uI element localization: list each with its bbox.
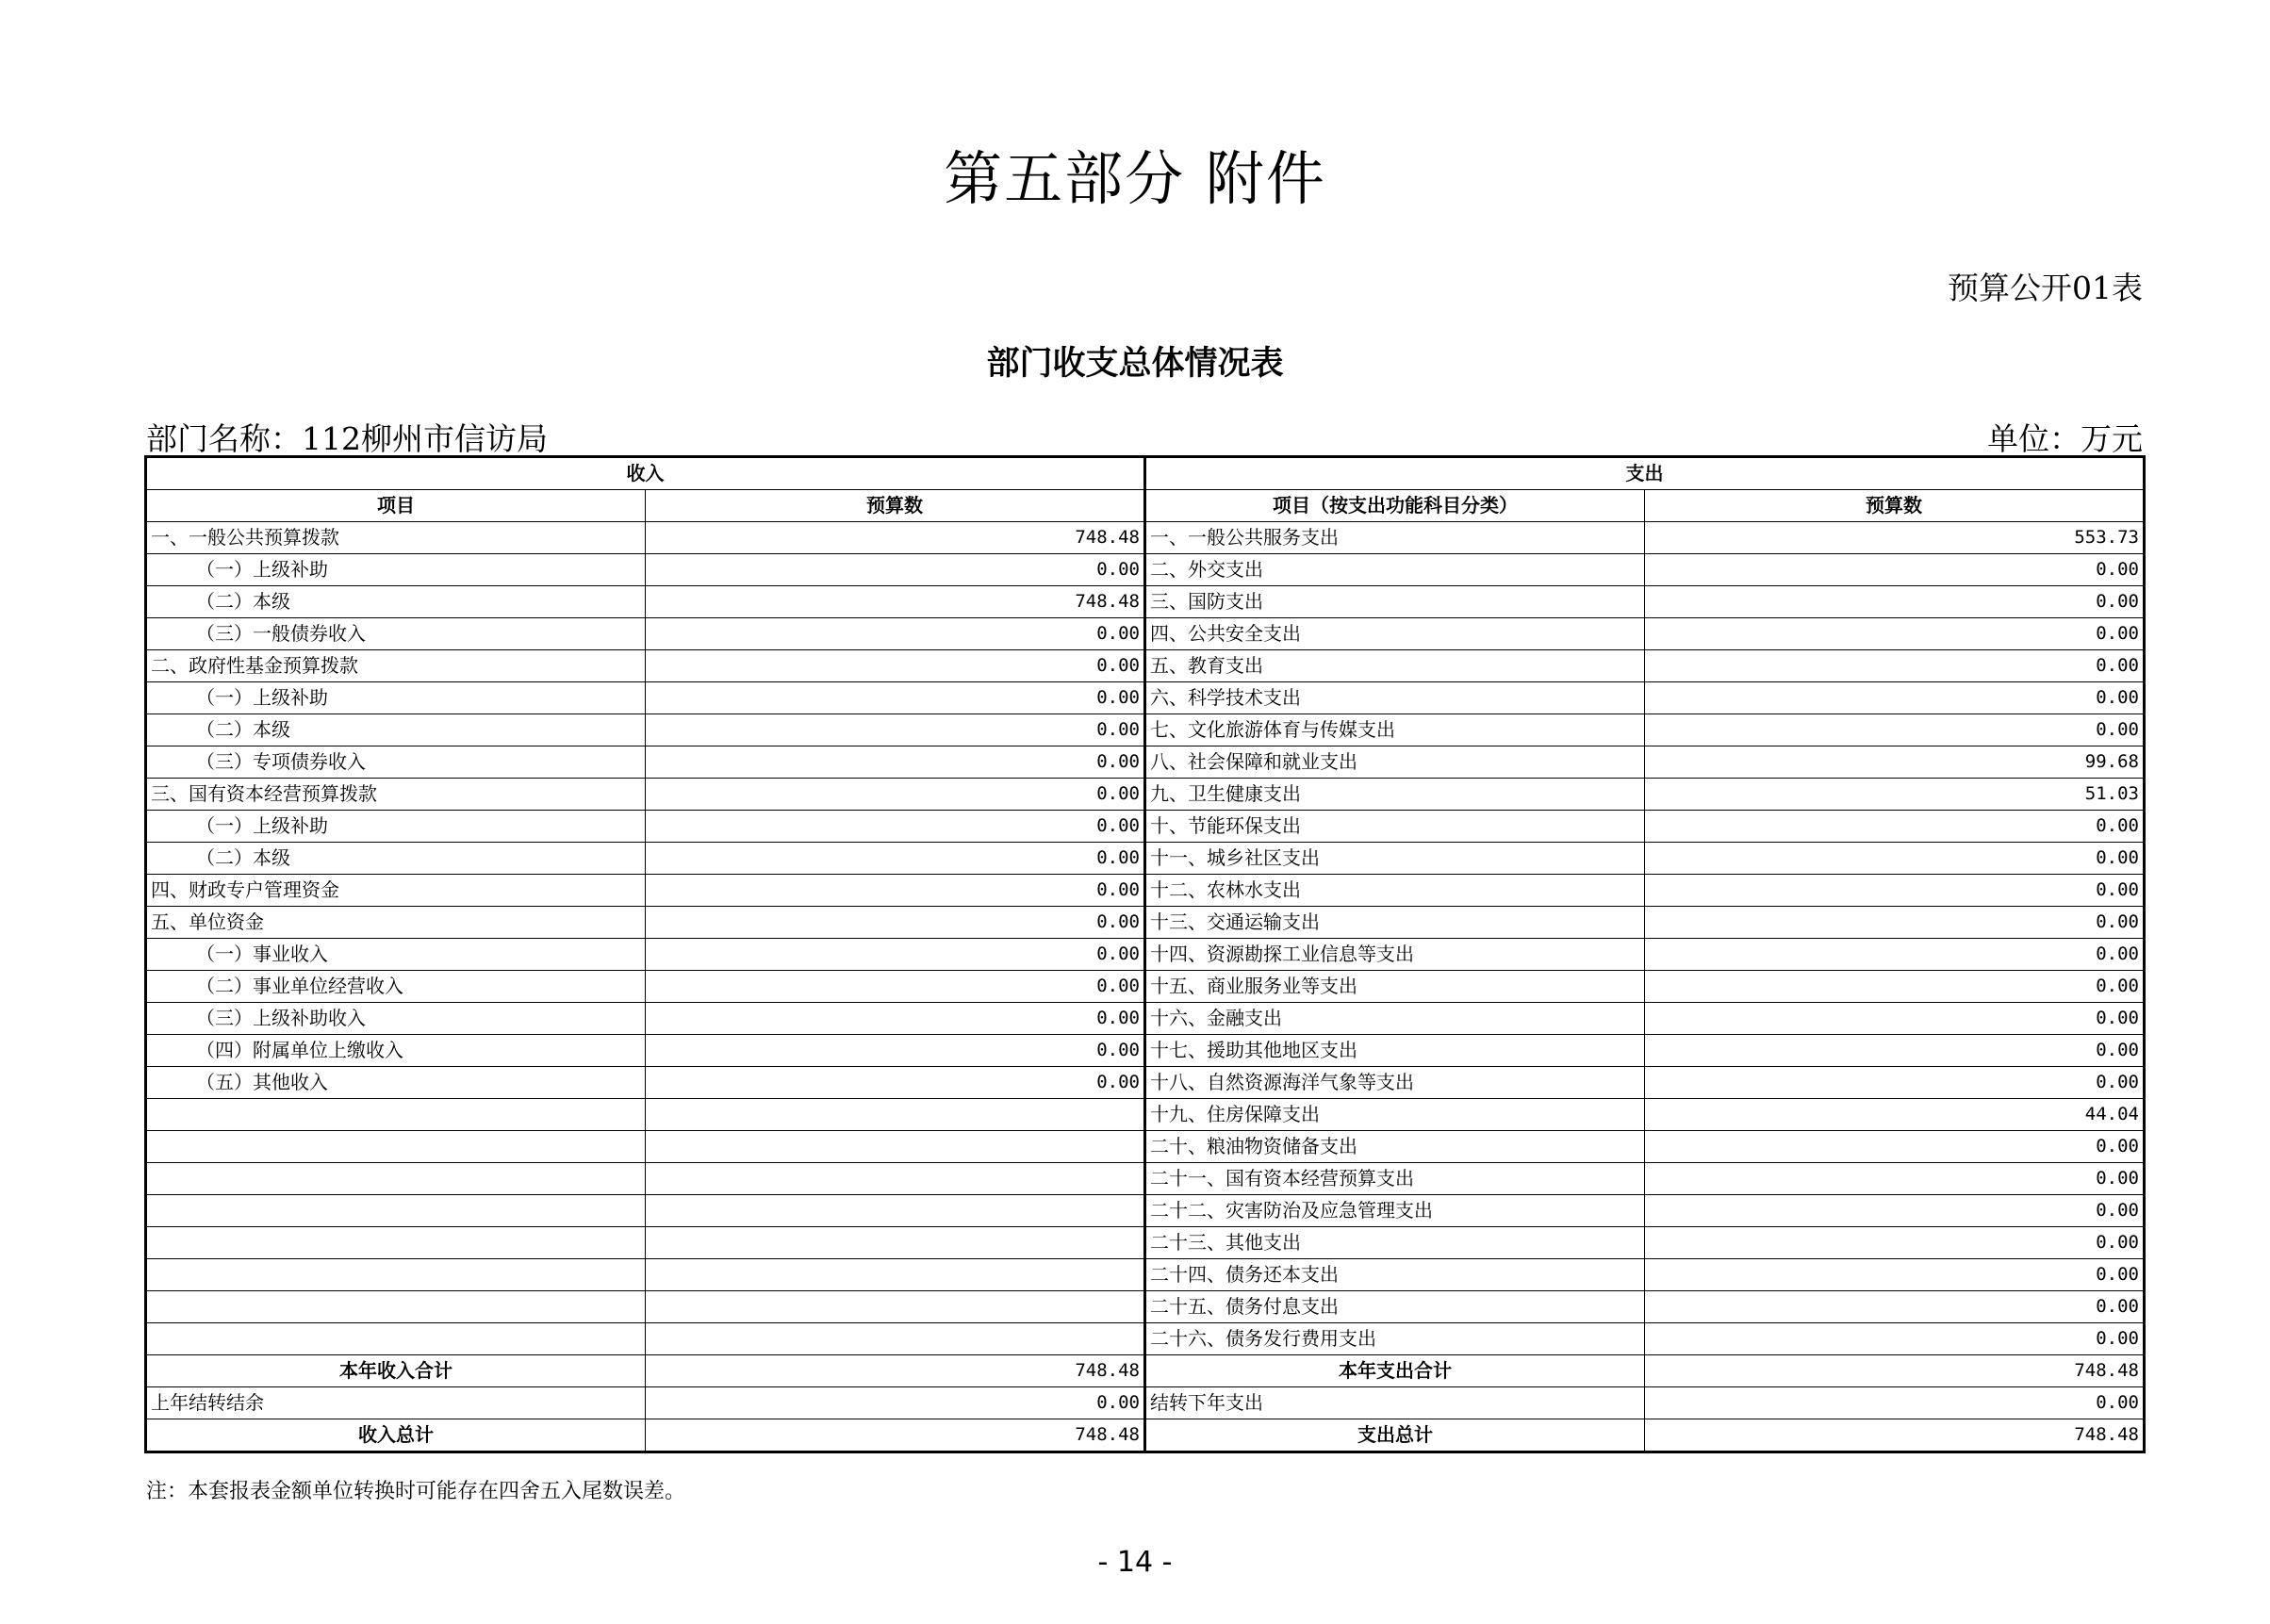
expense-budget-cell: 0.00: [1645, 1067, 2145, 1099]
table-row: [146, 1227, 2145, 1259]
income-budget-cell: 0.00: [646, 1035, 1145, 1067]
income-item-cell: （二）本级: [146, 586, 646, 618]
income-item-cell: [146, 1099, 646, 1131]
expense-budget-cell: 0.00: [1645, 907, 2145, 939]
expense-budget-cell: 0.00: [1645, 650, 2145, 682]
expense-item-cell: 三、国防支出: [1145, 586, 1645, 618]
expense-budget-cell: 553.73: [1645, 522, 2145, 554]
table-row: [146, 1323, 2145, 1355]
table-body: [146, 457, 2145, 1355]
income-item-cell: [146, 1163, 646, 1195]
expense-budget-cell: 0.00: [1645, 1163, 2145, 1195]
income-item-cell: 二、政府性基金预算拨款: [146, 650, 646, 682]
expense-item-cell: 十八、自然资源海洋气象等支出: [1145, 1067, 1645, 1099]
income-item-cell: （一）上级补助: [146, 811, 646, 843]
income-item-cell: 三、国有资本经营预算拨款: [146, 779, 646, 811]
carryforward-label: 结转下年支出: [1145, 1387, 1645, 1419]
income-item-cell: 五、单位资金: [146, 907, 646, 939]
carryover-value: 0.00: [646, 1387, 1145, 1419]
table-row: [146, 1163, 2145, 1195]
expense-item-cell: 六、科学技术支出: [1145, 682, 1645, 714]
income-budget-cell: 0.00: [646, 1067, 1145, 1099]
income-item-cell: [146, 1291, 646, 1323]
table-row: [146, 522, 2145, 554]
expense-budget-cell: 0.00: [1645, 682, 2145, 714]
expense-item-cell: 十四、资源勘探工业信息等支出: [1145, 939, 1645, 971]
year-income-value: 748.48: [646, 1355, 1145, 1387]
expense-budget-cell: 0.00: [1645, 1291, 2145, 1323]
expense-budget-cell: 0.00: [1645, 1035, 2145, 1067]
expense-budget-cell: 44.04: [1645, 1099, 2145, 1131]
expense-budget-cell: 0.00: [1645, 843, 2145, 875]
income-item-cell: [146, 1259, 646, 1291]
income-header: 收入: [146, 457, 1145, 490]
table-row: [146, 843, 2145, 875]
expense-item-cell: 十二、农林水支出: [1145, 875, 1645, 907]
income-budget-cell: [646, 1323, 1145, 1355]
expense-budget-cell: 0.00: [1645, 1259, 2145, 1291]
budget-table: [144, 455, 2146, 1453]
table-row: [146, 1003, 2145, 1035]
year-income-label: 本年收入合计: [146, 1355, 646, 1387]
expense-item-cell: 四、公共安全支出: [1145, 618, 1645, 650]
income-item-cell: （二）本级: [146, 714, 646, 746]
page-number: - 14 -: [1097, 1546, 1173, 1579]
income-budget-cell: [646, 1163, 1145, 1195]
carryover-label: 上年结转结余: [146, 1387, 646, 1419]
income-item-cell: [146, 1195, 646, 1227]
income-budget-cell: 0.00: [646, 971, 1145, 1003]
income-item-cell: （五）其他收入: [146, 1067, 646, 1099]
expense-item-cell: 十六、金融支出: [1145, 1003, 1645, 1035]
department-name: 部门名称：112柳州市信访局: [146, 420, 548, 457]
income-budget-cell: [646, 1099, 1145, 1131]
expense-item-cell: 十九、住房保障支出: [1145, 1099, 1645, 1131]
expense-budget-cell: 0.00: [1645, 971, 2145, 1003]
table-row: [146, 1035, 2145, 1067]
expense-budget-cell: 0.00: [1645, 1003, 2145, 1035]
expense-item-cell: 二十一、国有资本经营预算支出: [1145, 1163, 1645, 1195]
carryover-row: [146, 1387, 2145, 1419]
income-item-cell: （一）上级补助: [146, 554, 646, 586]
table-row: [146, 746, 2145, 779]
table-row: [146, 618, 2145, 650]
footnote: 注：本套报表金额单位转换时可能存在四舍五入尾数误差。: [146, 1480, 686, 1503]
income-item-cell: [146, 1131, 646, 1163]
grand-total-row: [146, 1419, 2145, 1452]
expense-total-value: 748.48: [1645, 1419, 2145, 1452]
income-budget-cell: [646, 1131, 1145, 1163]
expense-budget-cell: 0.00: [1645, 1195, 2145, 1227]
table-row: [146, 586, 2145, 618]
income-total-label: 收入总计: [146, 1419, 646, 1452]
table-code: 预算公开01表: [1948, 270, 2143, 306]
table-row: [146, 682, 2145, 714]
expense-item-cell: 十、节能环保支出: [1145, 811, 1645, 843]
income-budget-cell: [646, 1291, 1145, 1323]
year-total-row: [146, 1355, 2145, 1387]
table-row: [146, 1259, 2145, 1291]
expense-item-cell: 二十三、其他支出: [1145, 1227, 1645, 1259]
table-row: [146, 1195, 2145, 1227]
income-budget-cell: 0.00: [646, 746, 1145, 779]
income-item-cell: [146, 1227, 646, 1259]
income-budget-cell: [646, 1259, 1145, 1291]
table-row: [146, 971, 2145, 1003]
year-expense-label: 本年支出合计: [1145, 1355, 1645, 1387]
income-budget-cell: 0.00: [646, 618, 1145, 650]
header-row-top: [146, 457, 2145, 490]
income-budget-cell: 0.00: [646, 907, 1145, 939]
income-item-cell: （一）上级补助: [146, 682, 646, 714]
expense-header: 支出: [1145, 457, 2145, 490]
expense-budget-cell: 0.00: [1645, 618, 2145, 650]
expense-budget-cell: 0.00: [1645, 714, 2145, 746]
expense-budget-cell: 0.00: [1645, 554, 2145, 586]
income-item-cell: （三）专项债券收入: [146, 746, 646, 779]
income-item-cell: （一）事业收入: [146, 939, 646, 971]
expense-item-cell: 八、社会保障和就业支出: [1145, 746, 1645, 779]
income-budget-cell: 748.48: [646, 522, 1145, 554]
expense-budget-header: 预算数: [1645, 490, 2145, 522]
expense-item-cell: 二十四、债务还本支出: [1145, 1259, 1645, 1291]
income-budget-cell: 0.00: [646, 1003, 1145, 1035]
income-budget-cell: [646, 1195, 1145, 1227]
expense-item-cell: 二十六、债务发行费用支出: [1145, 1323, 1645, 1355]
expense-item-cell: 二十、粮油物资储备支出: [1145, 1131, 1645, 1163]
expense-item-cell: 九、卫生健康支出: [1145, 779, 1645, 811]
expense-item-cell: 十三、交通运输支出: [1145, 907, 1645, 939]
expense-item-cell: 七、文化旅游体育与传媒支出: [1145, 714, 1645, 746]
income-budget-cell: 0.00: [646, 843, 1145, 875]
income-item-cell: （二）事业单位经营收入: [146, 971, 646, 1003]
table-row: [146, 714, 2145, 746]
table-row: [146, 1067, 2145, 1099]
table-row: [146, 554, 2145, 586]
expense-budget-cell: 0.00: [1645, 1323, 2145, 1355]
expense-item-cell: 二十五、债务付息支出: [1145, 1291, 1645, 1323]
income-item-cell: [146, 1323, 646, 1355]
income-item-header: 项目: [146, 490, 646, 522]
expense-item-cell: 二十二、灾害防治及应急管理支出: [1145, 1195, 1645, 1227]
expense-budget-cell: 0.00: [1645, 1227, 2145, 1259]
table-row: [146, 811, 2145, 843]
income-budget-cell: 0.00: [646, 682, 1145, 714]
expense-budget-cell: 0.00: [1645, 811, 2145, 843]
expense-item-cell: 十五、商业服务业等支出: [1145, 971, 1645, 1003]
expense-item-cell: 五、教育支出: [1145, 650, 1645, 682]
income-item-cell: 一、一般公共预算拨款: [146, 522, 646, 554]
expense-budget-cell: 51.03: [1645, 779, 2145, 811]
unit-label: 单位：万元: [1987, 420, 2143, 457]
table-row: [146, 1291, 2145, 1323]
income-budget-cell: [646, 1227, 1145, 1259]
income-budget-cell: 0.00: [646, 779, 1145, 811]
income-budget-cell: 0.00: [646, 650, 1145, 682]
income-item-cell: （三）一般债券收入: [146, 618, 646, 650]
page-title: 第五部分 附件: [944, 144, 1326, 213]
expense-item-cell: 二、外交支出: [1145, 554, 1645, 586]
income-budget-cell: 0.00: [646, 811, 1145, 843]
expense-item-cell: 十一、城乡社区支出: [1145, 843, 1645, 875]
expense-budget-cell: 0.00: [1645, 586, 2145, 618]
income-budget-cell: 748.48: [646, 586, 1145, 618]
expense-item-cell: 十七、援助其他地区支出: [1145, 1035, 1645, 1067]
table-row: [146, 1099, 2145, 1131]
expense-total-label: 支出总计: [1145, 1419, 1645, 1452]
table-row: [146, 907, 2145, 939]
table-row: [146, 650, 2145, 682]
income-item-cell: （三）上级补助收入: [146, 1003, 646, 1035]
header-row-sub: [146, 490, 2145, 522]
income-budget-cell: 0.00: [646, 554, 1145, 586]
income-budget-cell: 0.00: [646, 875, 1145, 907]
income-item-cell: （四）附属单位上缴收入: [146, 1035, 646, 1067]
expense-budget-cell: 0.00: [1645, 939, 2145, 971]
expense-budget-cell: 0.00: [1645, 875, 2145, 907]
table-row: [146, 939, 2145, 971]
income-item-cell: （二）本级: [146, 843, 646, 875]
year-expense-value: 748.48: [1645, 1355, 2145, 1387]
income-budget-cell: 0.00: [646, 714, 1145, 746]
income-budget-cell: 0.00: [646, 939, 1145, 971]
expense-item-cell: 一、一般公共服务支出: [1145, 522, 1645, 554]
table-row: [146, 875, 2145, 907]
carryforward-value: 0.00: [1645, 1387, 2145, 1419]
expense-item-header: 项目（按支出功能科目分类）: [1145, 490, 1645, 522]
totals-body: [146, 1355, 2145, 1452]
expense-budget-cell: 99.68: [1645, 746, 2145, 779]
table-title: 部门收支总体情况表: [986, 345, 1284, 383]
income-item-cell: 四、财政专户管理资金: [146, 875, 646, 907]
income-total-value: 748.48: [646, 1419, 1145, 1452]
expense-budget-cell: 0.00: [1645, 1131, 2145, 1163]
table-row: [146, 1131, 2145, 1163]
income-budget-header: 预算数: [646, 490, 1145, 522]
table-row: [146, 779, 2145, 811]
